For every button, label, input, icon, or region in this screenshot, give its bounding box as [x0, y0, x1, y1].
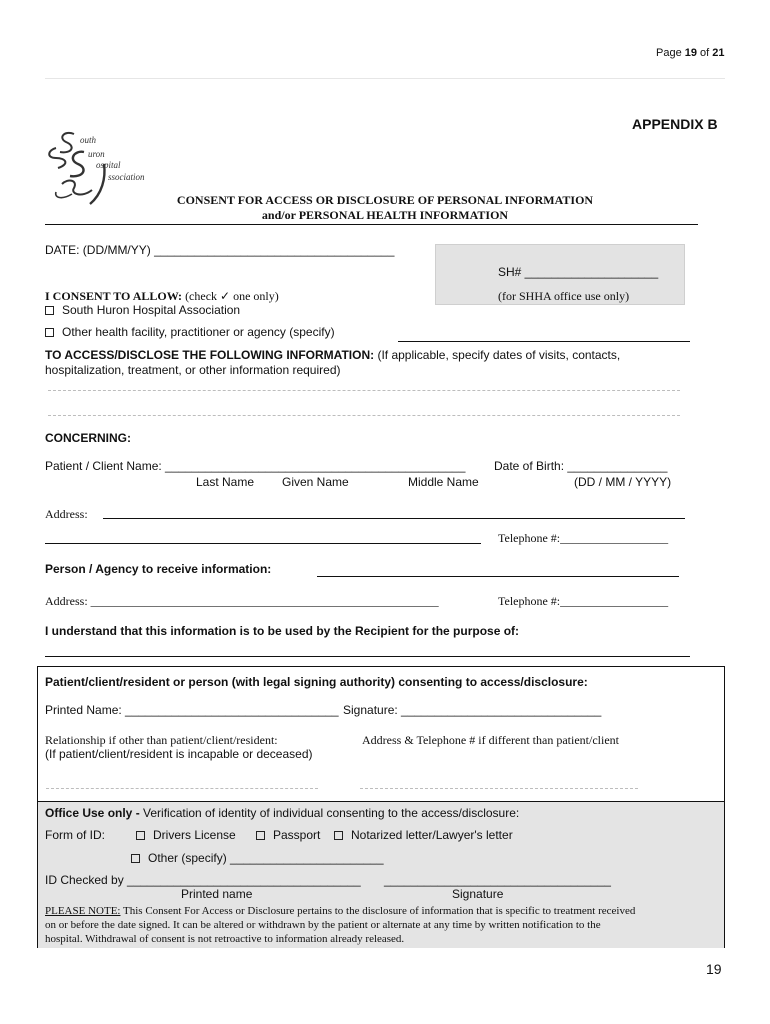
- patient-address-line-2[interactable]: [45, 543, 481, 544]
- sh-number-field[interactable]: SH# ____________________: [498, 265, 659, 279]
- id-option-license[interactable]: [136, 828, 236, 842]
- page-prefix: Page: [656, 47, 685, 59]
- relationship-note: (If patient/client/resident is incapable or deceased): [45, 747, 313, 761]
- office-heading-label: Office Use only -: [45, 806, 140, 820]
- checkbox-icon[interactable]: [136, 831, 145, 840]
- last-name-caption: Last Name: [196, 475, 255, 489]
- concerning-heading: CONCERNING:: [45, 431, 131, 445]
- access-line-2[interactable]: [48, 415, 680, 416]
- consent-option-other-label: Other health facility, practitioner or agency (specify): [62, 325, 335, 339]
- office-heading-text: Verification of identity of individual consenting to the access/disclosure:: [139, 806, 520, 820]
- date-field[interactable]: DATE: (DD/MM/YY) ____________________________________: [45, 243, 395, 257]
- page-total: 21: [712, 47, 725, 59]
- checkbox-icon[interactable]: [334, 831, 343, 840]
- note-label: PLEASE NOTE:: [45, 905, 121, 917]
- checker-signature-field[interactable]: __________________________________: [384, 873, 611, 887]
- relationship-line[interactable]: [46, 788, 318, 789]
- recipient-line[interactable]: [317, 576, 679, 577]
- consent-option-other[interactable]: [45, 325, 335, 339]
- signature-field[interactable]: Signature: ______________________________: [343, 703, 602, 717]
- logo-text-3: ospital: [96, 160, 121, 170]
- given-name-caption: Given Name: [282, 475, 349, 489]
- signature-caption: Signature: [452, 887, 504, 901]
- purpose-statement: I understand that this information is to be used by the Recipient for the purpose of:: [45, 624, 520, 638]
- id-option-passport-label: Passport: [273, 828, 321, 842]
- footer-page-number: 19: [706, 961, 722, 977]
- recipient-telephone-field[interactable]: Telephone #:__________________: [498, 594, 669, 608]
- checkbox-icon[interactable]: [256, 831, 265, 840]
- logo-text-4: ssociation: [108, 172, 145, 182]
- patient-address-label: Address:: [45, 507, 88, 521]
- purpose-line[interactable]: [45, 656, 690, 657]
- consent-note: (check ✓ one only): [182, 289, 279, 303]
- consent-label: I CONSENT TO ALLOW:: [45, 289, 183, 303]
- access-text2: hospitalization, treatment, or other information required): [45, 363, 341, 377]
- consent-option-shha-label: South Huron Hospital Association: [62, 303, 241, 317]
- logo-text-2: uron: [88, 149, 105, 159]
- id-option-other-label: Other (specify) _______________________: [148, 851, 384, 865]
- access-heading: [45, 348, 620, 362]
- id-checked-by-field[interactable]: ID Checked by ___________________________________: [45, 873, 361, 887]
- access-line-1[interactable]: [48, 390, 680, 391]
- printed-name-caption: Printed name: [181, 887, 253, 901]
- id-option-passport[interactable]: [256, 828, 320, 842]
- patient-name-field[interactable]: Patient / Client Name: _____________________________________________: [45, 459, 466, 473]
- checkbox-icon[interactable]: [131, 854, 140, 863]
- note-text-1: This Consent For Access or Disclosure pertains to the disclosure of information that is specific to treatment received: [120, 905, 636, 917]
- specify-line[interactable]: [398, 341, 690, 342]
- header-divider: [45, 78, 725, 79]
- address-telephone-line[interactable]: [360, 788, 638, 789]
- relationship-label: Relationship if other than patient/client/resident:: [45, 733, 278, 747]
- form-title-line1: CONSENT FOR ACCESS OR DISCLOSURE OF PERSONAL INFORMATION: [176, 193, 594, 207]
- consent-heading: [45, 289, 279, 304]
- recipient-address-field[interactable]: Address: __________________________________________________________: [45, 594, 439, 608]
- access-label: TO ACCESS/DISCLOSE THE FOLLOWING INFORMATION:: [45, 348, 375, 362]
- note-line-3: hospital. Withdrawal of consent is not retroactive to information already released.: [45, 933, 405, 945]
- page-current: 19: [684, 47, 697, 59]
- printed-name-field[interactable]: Printed Name: ________________________________: [45, 703, 339, 717]
- title-rule: [45, 224, 698, 225]
- page-of: of: [697, 47, 713, 59]
- id-option-notarized[interactable]: [334, 828, 513, 842]
- note-line-1: [45, 905, 635, 917]
- appendix-label: APPENDIX B: [632, 116, 718, 132]
- date-of-birth-field[interactable]: Date of Birth: _______________: [494, 459, 668, 473]
- middle-name-caption: Middle Name: [408, 475, 479, 489]
- access-text1: (If applicable, specify dates of visits, contacts,: [374, 348, 621, 362]
- form-of-id-label: Form of ID:: [45, 828, 106, 842]
- patient-address-line[interactable]: [103, 518, 685, 519]
- address-telephone-label: Address & Telephone # if different than patient/client: [362, 733, 619, 747]
- logo-text-1: outh: [80, 135, 97, 145]
- sh-office-note: (for SHHA office use only): [498, 289, 630, 303]
- checkbox-icon[interactable]: [45, 328, 54, 337]
- id-option-notarized-label: Notarized letter/Lawyer's letter: [351, 828, 513, 842]
- signer-heading: Patient/client/resident or person (with legal signing authority) consenting to access/disclosure:: [45, 675, 588, 689]
- checkbox-icon[interactable]: [45, 306, 54, 315]
- note-line-2: on or before the date signed. It can be altered or withdrawn by the patient or alternate at any time by written notification to the: [45, 919, 601, 931]
- form-title-line2: and/or PERSONAL HEALTH INFORMATION: [261, 208, 509, 222]
- consent-option-shha[interactable]: [45, 303, 240, 317]
- recipient-label: Person / Agency to receive information:: [45, 562, 272, 576]
- dob-format-caption: (DD / MM / YYYY): [574, 475, 672, 489]
- office-heading: [45, 806, 519, 820]
- page-indicator: [656, 47, 725, 59]
- patient-telephone-field[interactable]: Telephone #:__________________: [498, 531, 669, 545]
- id-option-license-label: Drivers License: [153, 828, 236, 842]
- id-option-other[interactable]: [131, 851, 384, 865]
